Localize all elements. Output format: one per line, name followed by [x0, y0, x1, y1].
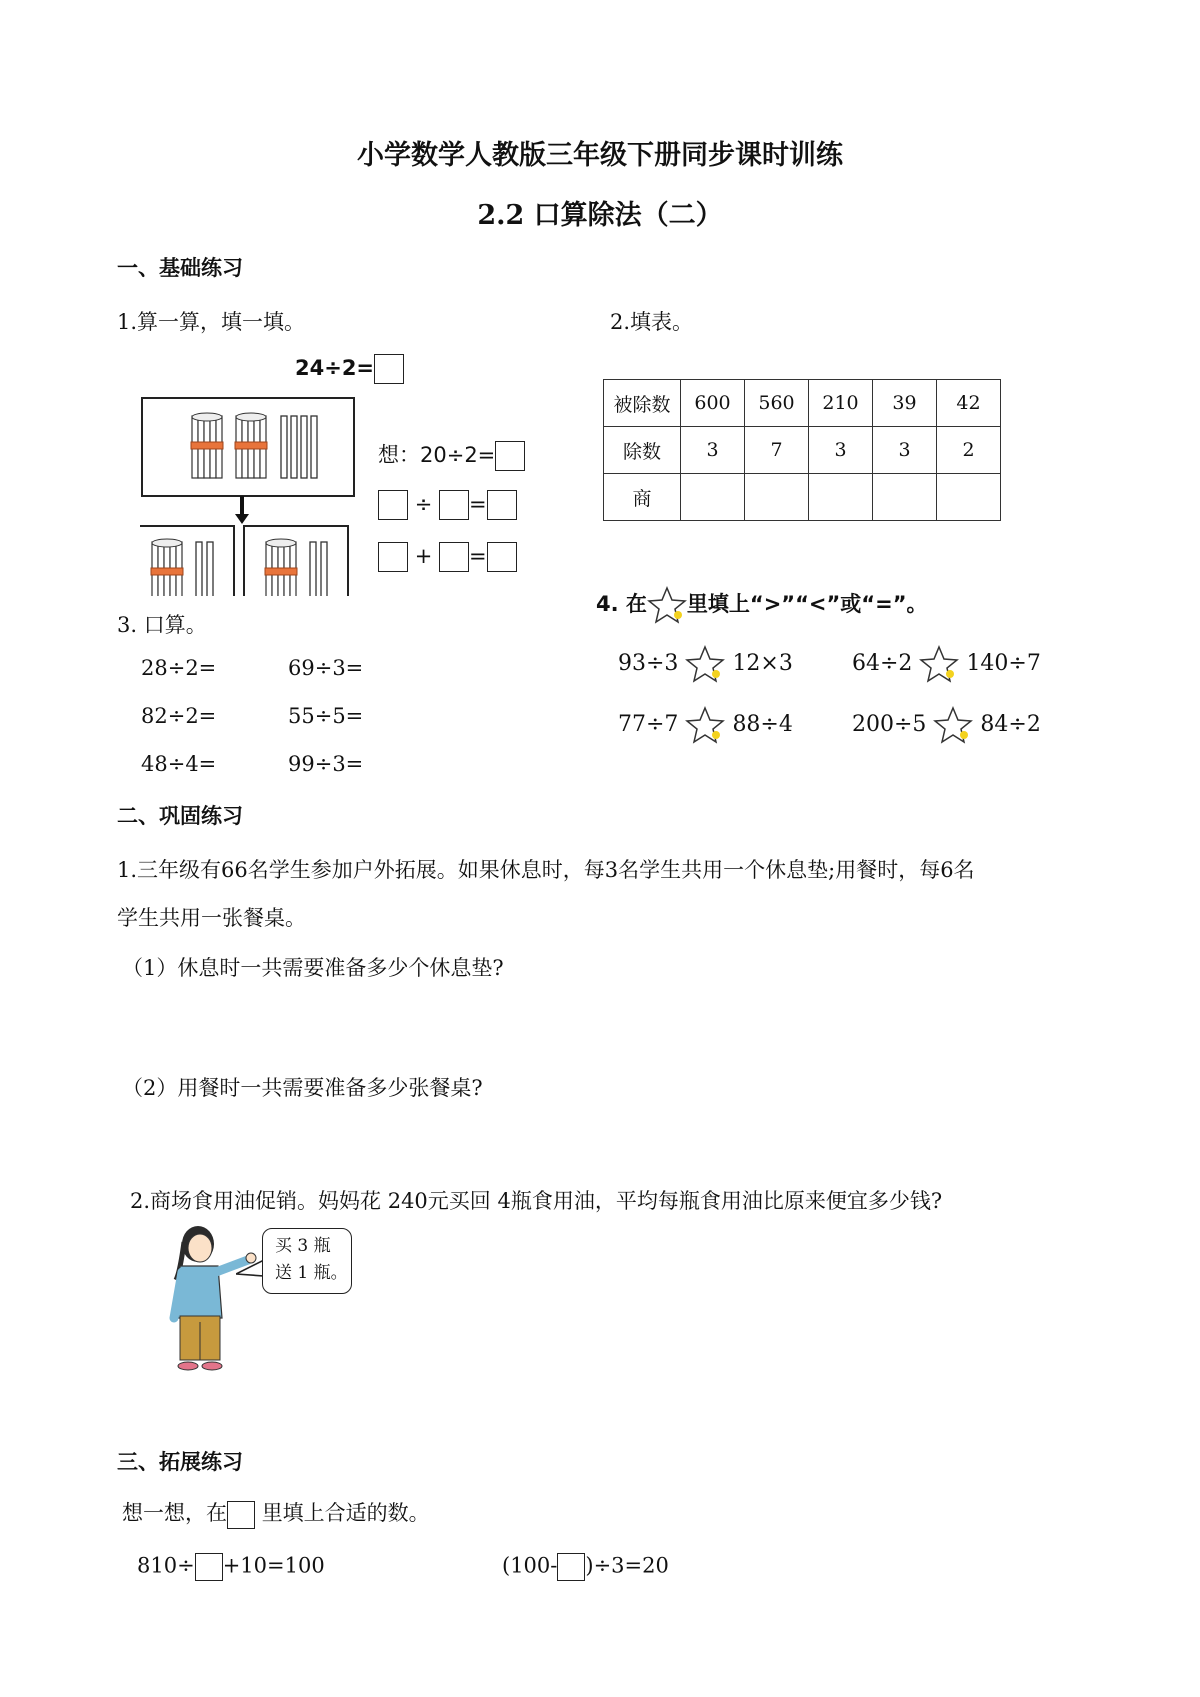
table-cell: 42 [937, 380, 1001, 427]
speech-bubble [262, 1228, 352, 1294]
star-icon[interactable] [919, 645, 959, 683]
star-icon [647, 586, 687, 624]
div-sign: ÷ [414, 492, 433, 516]
table-row [604, 380, 1001, 427]
q3-label: 3. 口算。 [117, 613, 207, 637]
single-stick-icon [207, 542, 213, 596]
oral-calc-item: 28÷2= [141, 656, 217, 680]
single-stick-icon [310, 542, 316, 596]
sticks-figure [140, 396, 380, 596]
q4-suffix: 里填上“>”“<”或“=”。 [686, 592, 928, 616]
compare-left: 77÷7 [618, 712, 679, 737]
bundle-of-sticks-icon [151, 539, 183, 596]
table-cell: 3 [809, 427, 873, 474]
eq2-prefix: (100- [502, 1553, 558, 1578]
down-arrow-icon [235, 514, 249, 524]
row-header: 除数 [604, 427, 681, 474]
bundle-of-sticks-icon [265, 539, 297, 596]
bundle-of-sticks-icon [191, 413, 223, 478]
answer-box[interactable] [195, 1553, 223, 1581]
answer-box[interactable] [495, 441, 525, 471]
star-icon[interactable] [685, 645, 725, 683]
think-text: 想：20÷2= [378, 443, 496, 467]
q4-prefix: 4. 在 [596, 592, 647, 616]
oral-calc-item: 55÷5= [288, 704, 364, 728]
oral-calc-item: 69÷3= [288, 656, 364, 680]
q1-think [378, 439, 525, 471]
problem-2: 2.商场食用油促销。妈妈花 240元买回 4瓶食用油，平均每瓶食用油比原来便宜多少钱? [130, 1189, 943, 1213]
row-header: 商 [604, 474, 681, 521]
woman-teacher-illustration [150, 1222, 270, 1382]
table-cell: 3 [873, 427, 937, 474]
q1-equation-text: 24÷2= [295, 356, 375, 380]
bubble-line: 买 3 瓶 [275, 1236, 331, 1256]
eq1-prefix: 810÷ [137, 1553, 195, 1578]
extension-eq-1 [137, 1553, 325, 1581]
bundle-of-sticks-icon [235, 413, 267, 478]
single-stick-icon [321, 542, 327, 596]
answer-box[interactable] [439, 542, 469, 572]
star-icon[interactable] [933, 706, 973, 744]
q1-division-row [378, 490, 517, 520]
extension-eq-2 [502, 1553, 669, 1581]
q1-addition-row [378, 542, 517, 572]
compare-left: 64÷2 [852, 651, 913, 676]
compare-row-2 [618, 706, 793, 744]
problem-1-sub-2: （2）用餐时一共需要准备多少张餐桌? [122, 1076, 483, 1100]
compare-right: 140÷7 [966, 651, 1041, 676]
eq2-suffix: )÷3=20 [585, 1553, 669, 1578]
answer-box[interactable] [374, 354, 404, 384]
answer-cell[interactable] [745, 474, 809, 521]
compare-right: 88÷4 [732, 712, 793, 737]
compare-right: 84÷2 [980, 712, 1041, 737]
table-cell: 3 [681, 427, 745, 474]
answer-box[interactable] [378, 490, 408, 520]
answer-box[interactable] [487, 542, 517, 572]
section-basic-heading: 一、基础练习 [117, 256, 243, 280]
eq-sign: = [468, 544, 487, 568]
answer-box[interactable] [439, 490, 469, 520]
compare-right: 12×3 [732, 651, 793, 676]
table-cell: 7 [745, 427, 809, 474]
answer-cell[interactable] [681, 474, 745, 521]
extension-intro [122, 1497, 430, 1529]
compare-left: 200÷5 [852, 712, 927, 737]
single-stick-icon [291, 416, 297, 478]
lesson-subtitle: 2.2 口算除法（二） [477, 200, 723, 231]
division-table [603, 379, 1001, 521]
q2-label: 2.填表。 [610, 310, 694, 334]
q1-label: 1.算一算，填一填。 [117, 310, 306, 334]
answer-box[interactable] [487, 490, 517, 520]
single-stick-icon [196, 542, 202, 596]
single-stick-icon [281, 416, 287, 478]
problem-1-line-2: 学生共用一张餐桌。 [117, 906, 306, 930]
q1-equation [295, 354, 404, 384]
compare-left: 93÷3 [618, 651, 679, 676]
section-consolidate-heading: 二、巩固练习 [117, 804, 243, 828]
table-cell: 2 [937, 427, 1001, 474]
eq1-suffix: +10=100 [222, 1553, 325, 1578]
answer-cell[interactable] [809, 474, 873, 521]
q4-label [596, 586, 928, 624]
answer-box[interactable] [557, 1553, 585, 1581]
intro-suffix: 里填上合适的数。 [261, 1501, 430, 1525]
bubble-line: 送 1 瓶。 [275, 1263, 348, 1283]
table-cell: 210 [809, 380, 873, 427]
row-header: 被除数 [604, 380, 681, 427]
table-cell: 39 [873, 380, 937, 427]
table-cell: 600 [681, 380, 745, 427]
oral-calc-item: 48÷4= [141, 752, 217, 776]
star-icon[interactable] [685, 706, 725, 744]
table-cell: 560 [745, 380, 809, 427]
table-row [604, 474, 1001, 521]
page-title: 小学数学人教版三年级下册同步课时训练 [357, 140, 843, 171]
answer-cell[interactable] [873, 474, 937, 521]
single-stick-icon [301, 416, 307, 478]
problem-1-sub-1: （1）休息时一共需要准备多少个休息垫? [122, 956, 504, 980]
problem-1-line-1: 1.三年级有66名学生参加户外拓展。如果休息时，每3名学生共用一个休息垫;用餐时，每6名 [117, 858, 975, 882]
compare-row-2b [852, 706, 1041, 744]
answer-box[interactable] [378, 542, 408, 572]
table-row [604, 427, 1001, 474]
compare-row-1 [618, 645, 793, 683]
single-stick-icon [311, 416, 317, 478]
eq-sign: = [468, 492, 487, 516]
oral-calc-item: 82÷2= [141, 704, 217, 728]
intro-prefix: 想一想，在 [122, 1501, 227, 1525]
answer-box[interactable] [227, 1501, 255, 1529]
oral-calc-item: 99÷3= [288, 752, 364, 776]
plus-sign: + [414, 544, 433, 568]
answer-cell[interactable] [937, 474, 1001, 521]
section-extension-heading: 三、拓展练习 [117, 1450, 243, 1474]
compare-row-1b [852, 645, 1041, 683]
